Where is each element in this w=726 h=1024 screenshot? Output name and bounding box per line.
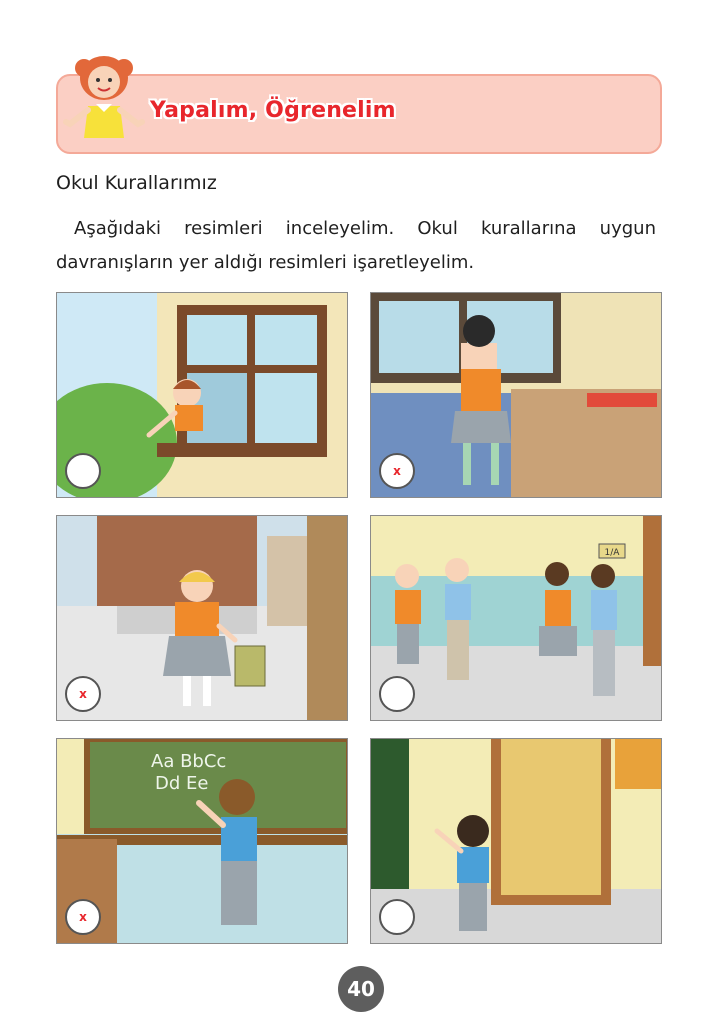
check-circle[interactable] xyxy=(65,453,101,489)
check-circle[interactable] xyxy=(379,676,415,712)
board-text-line1: Aa BbCc xyxy=(151,751,227,772)
banner-title: Yapalım, Öğrenelim xyxy=(150,98,396,123)
panel-whistle xyxy=(370,738,662,944)
girl-mascot-icon xyxy=(58,52,150,152)
check-circle[interactable]: x xyxy=(65,899,101,935)
panel-window-looking xyxy=(370,292,662,498)
door-sign: 1/A xyxy=(604,548,620,558)
check-circle[interactable]: x xyxy=(379,453,415,489)
board-text-line2: Dd Ee xyxy=(155,773,209,794)
section-title: Okul Kurallarımız xyxy=(56,172,217,194)
page-number: 40 xyxy=(338,966,384,1012)
check-circle[interactable] xyxy=(379,899,415,935)
panel-board-writing xyxy=(56,738,348,944)
instructions-text: Aşağıdaki resimleri inceleyelim. Okul kurallarına uygun davranışların yer aldığı resimleri işaretleyelim. xyxy=(56,218,656,273)
check-circle[interactable]: x xyxy=(65,676,101,712)
panel-window-leaning xyxy=(56,292,348,498)
panel-corridor-line xyxy=(370,515,662,721)
panel-trash-bin xyxy=(56,515,348,721)
